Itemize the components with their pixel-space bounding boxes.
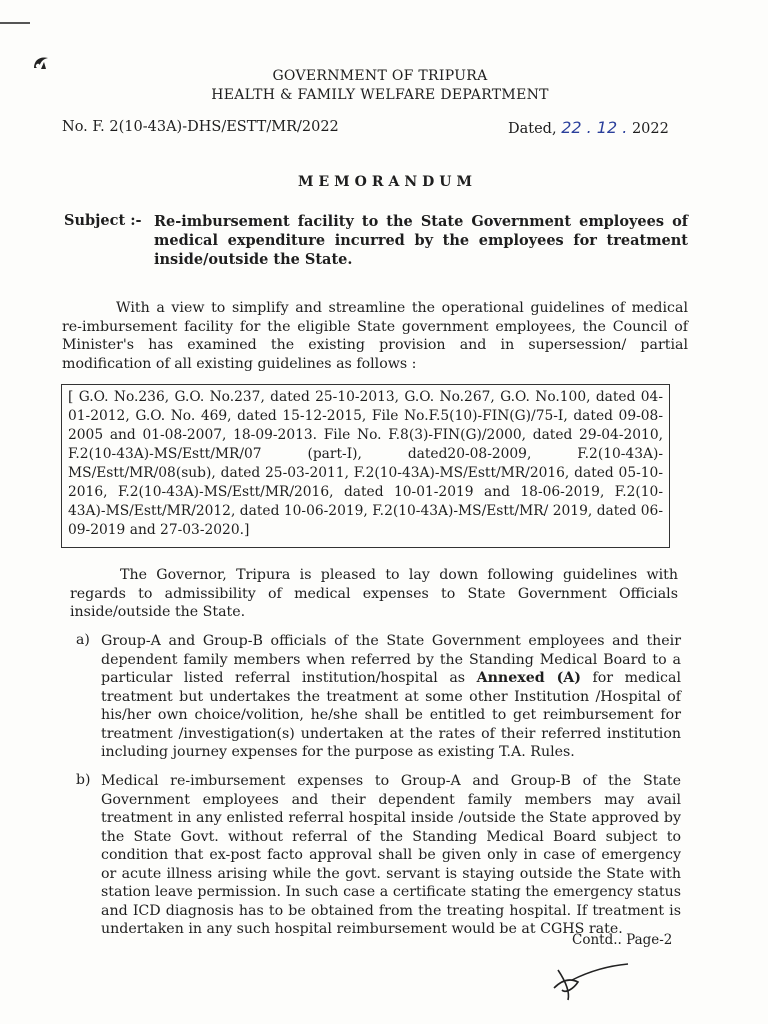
date-line [508,118,669,137]
scan-mark [0,22,30,24]
governor-paragraph: The Governor, Tripura is pleased to lay down following guidelines with regards to admissibility of medical expenses to State Government Officials inside/outside the State. [70,567,678,620]
item-a-text-part2: for medical treatment but undertakes the treatment at some other Institution /Hospital of his/her own choice/volition, he/she shall be entitled to get reimbursement for treatment /investigation(s) undertaken at the rates of their referred institution including journey expenses for the purpose as existing T.A. Rules. [101,670,681,760]
memorandum-title: MEMORANDUM [298,174,478,190]
continuation-note: Contd.. Page-2 [572,932,673,948]
emblem-icon [32,54,50,72]
handwritten-date: 22 . 12 . [561,118,628,137]
item-a-text-part1: Group-A and Group-B officials of the State Government employees and their dependent family members when referred by the Standing Medical Board to a particular listed referral institution/hospital as [101,633,681,686]
reference-box: [ G.O. No.236, G.O. No.237, dated 25-10-2013, G.O. No.267, G.O. No.100, dated 04-01-2012, G.O. No. 469, dated 15-12-2015, File No.F.5(10)-FIN(G)/75-I, dated 09-08-2005 and 01-08-2007, 18-09-2013. File No. F.8(3)-FIN(G)/2000, dated 29-04-2010, F.2(10-43A)-MS/Estt/MR/07 (part-I), dated20-08-2009, F.2(10-43A)-MS/Estt/MR/08(sub), dated 25-03-2011, F.2(10-43A)-MS/Estt/MR/2016, dated 05-10-2016, F.2(10-43A)-MS/Estt/MR/2016, dated 10-01-2019 and 18-06-2019, F.2(10-43A)-MS/Estt/MR/2012, dated 10-06-2019, F.2(10-43A)-MS/Estt/MR/ 2019, dated 06-09-2019 and 27-03-2020.] [61,384,670,548]
signature-icon [548,960,632,1004]
item-a-label: a) [76,632,90,648]
subject-text: Re-imbursement facility to the State Government employees of medical expenditure incurred by the employees for treatment inside/outside the State. [154,213,688,268]
dated-label: Dated, [508,121,557,137]
item-b-label: b) [76,772,91,788]
intro-paragraph: With a view to simplify and streamline the operational guidelines of medical re-imbursement facility for the eligible State government employees, the Council of Minister's has examined the existing provision and in supersession/ partial modification of all existing guidelines as follows : [62,300,688,372]
subject-label: Subject :- [64,212,142,229]
item-b-text: Medical re-imbursement expenses to Group-A and Group-B of the State Government employees and their dependent family members may avail treatment in any enlisted referral hospital inside /outside the State approved by the State Govt. without referral of the Standing Medical Board subject to condition that ex-post facto approval shall be given only in case of emergency or acute illness arising while the govt. servant is staying outside the State with station leave permission. In such case a certificate stating the emergency status and ICD diagnosis has to be obtained from the treating hospital. If treatment is undertaken in any such hospital reimbursement would be at CGHS rate. [101,773,681,937]
dated-year: 2022 [631,121,669,137]
annexed-a-bold: Annexed (A) [476,670,582,686]
item-a-text [101,632,681,762]
header-department: HEALTH & FAMILY WELFARE DEPARTMENT [211,87,549,103]
header-government: GOVERNMENT OF TRIPURA [272,68,488,84]
reference-number: No. F. 2(10-43A)-DHS/ESTT/MR/2022 [62,119,339,135]
